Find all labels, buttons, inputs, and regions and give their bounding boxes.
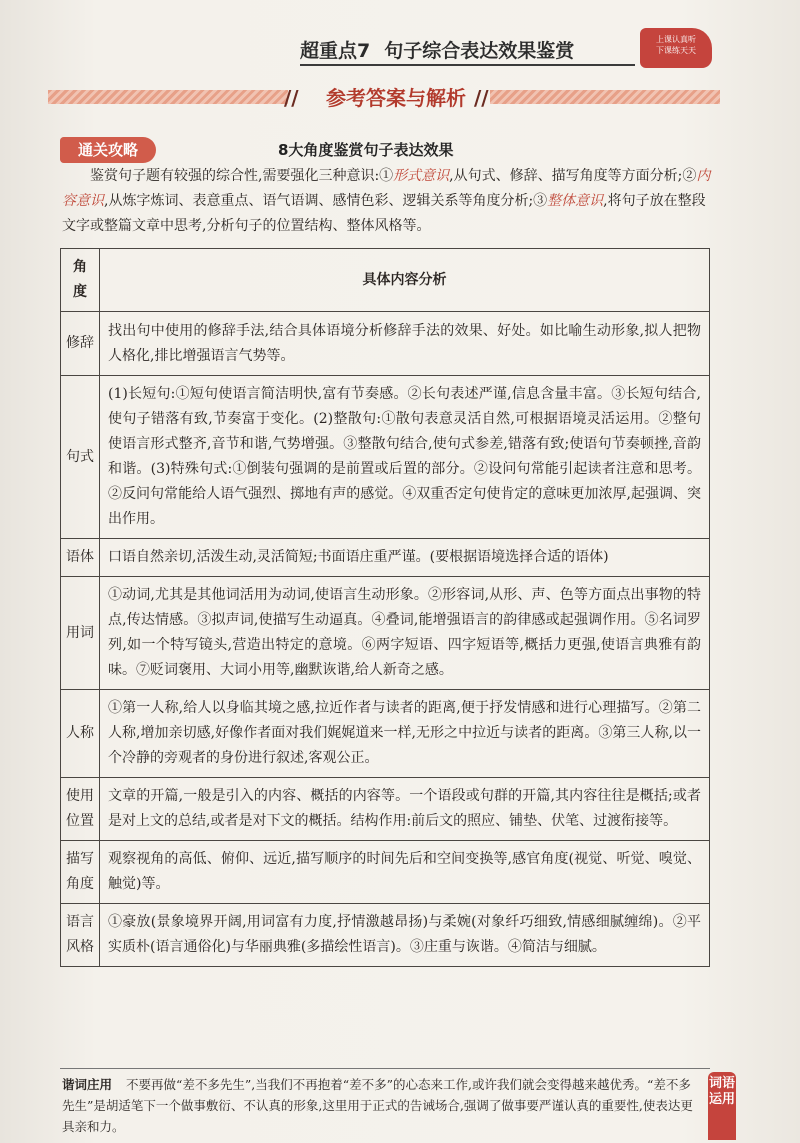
row-label: 人称 — [61, 690, 100, 778]
table-row — [61, 539, 710, 577]
row-label: 语言风格 — [61, 904, 100, 967]
intro-text: ,从炼字炼词、表意重点、语气语调、感情色彩、逻辑关系等角度分析;③ — [104, 193, 548, 209]
footer-title: 谐词庄用 — [62, 1077, 113, 1092]
row-content: 文章的开篇,一般是引入的内容、概括的内容等。一个语段或句群的开篇,其内容往往是概括;或者是对上文的总结,或者是对下文的概括。结构作用:前后文的照应、铺垫、伏笔、过渡衔接等。 — [100, 778, 710, 841]
intro-paragraph — [62, 164, 712, 239]
table-row — [61, 841, 710, 904]
row-content: ①第一人称,给人以身临其境之感,拉近作者与读者的距离,便于抒发情感和进行心理描写。②第二人称,增加亲切感,好像作者面对我们娓娓道来一样,无形之中拉近与读者的距离。③第三人称,以一个冷静的旁观者的身份进行叙述,客观公正。 — [100, 690, 710, 778]
row-content: 找出句中使用的修辞手法,结合具体语境分析修辞手法的效果、好处。如比喻生动形象,拟人把物人格化,排比增强语言气势等。 — [100, 312, 710, 376]
row-label: 句式 — [61, 376, 100, 539]
intro-text: 鉴赏句子题有较强的综合性,需要强化三种意识:① — [90, 168, 394, 184]
badge-line-1: 上课认真听 — [656, 35, 696, 44]
banner-title: 参考答案与解析 — [326, 86, 466, 110]
table-row — [61, 778, 710, 841]
table-row — [61, 376, 710, 539]
table-header-row — [61, 249, 710, 312]
column-header: 角度 — [61, 249, 100, 312]
answer-banner — [48, 84, 720, 112]
side-tab: 词语运用 — [708, 1072, 736, 1140]
row-content: ①豪放(景象境界开阔,用词富有力度,抒情激越昂扬)与柔婉(对象纤巧细致,情感细腻缠绵)。②平实质朴(语言通俗化)与华丽典雅(多描绘性语言)。③庄重与诙谐。④简洁与细腻。 — [100, 904, 710, 967]
section-title: 句子综合表达效果鉴赏 — [384, 39, 575, 62]
table-row — [61, 904, 710, 967]
table-row — [61, 577, 710, 690]
row-label: 用词 — [61, 577, 100, 690]
row-content: 观察视角的高低、俯仰、远近,描写顺序的时间先后和空间变换等,感官角度(视觉、听觉、嗅觉、触觉)等。 — [100, 841, 710, 904]
intro-text: ,将句子放在整段文字或整篇文章中思考,分析句子的位置结构、整体风格等。 — [62, 193, 706, 234]
row-label: 使用位置 — [61, 778, 100, 841]
row-label: 修辞 — [61, 312, 100, 376]
analysis-table — [60, 248, 710, 967]
highlight-term: 形式意识 — [393, 168, 450, 184]
table-row — [61, 312, 710, 376]
slash-decoration-icon: // — [284, 86, 299, 110]
strategy-tag: 通关攻略 — [60, 137, 156, 163]
page-header — [0, 0, 800, 72]
table-row — [61, 690, 710, 778]
column-header: 具体内容分析 — [100, 249, 710, 312]
highlight-term: 内容意识 — [62, 168, 711, 209]
row-content: ①动词,尤其是其他词活用为动词,使语言生动形象。②形容词,从形、声、色等方面点出事物的特点,传达情感。③拟声词,使描写生动逼真。④叠词,能增强语言的韵律感或起强调作用。⑤名词罗列,如一个特写镜头,营造出特定的意境。⑥两字短语、四字短语等,概括力更强,使语言典雅有韵味。⑦贬词褒用、大词小用等,幽默诙谐,给人新奇之感。 — [100, 577, 710, 690]
row-content: (1)长短句:①短句使语言简洁明快,富有节奏感。②长句表述严谨,信息含量丰富。③长短句结合,使句子错落有致,节奏富于变化。(2)整散句:①散句表意灵活自然,可根据语境灵活运用。②整句使语言形式整齐,音节和谐,气势增强。③整散句结合,使句式参差,错落有致;使语句节奏顿挫,音韵和谐。(3)特殊句式:①倒装句强调的是前置或后置的部分。②设问句常能引起读者注意和思考。②反问句常能给人语气强烈、掷地有声的感觉。④双重否定句使肯定的意味更加浓厚,起强调、突出作用。 — [100, 376, 710, 539]
banner-stripe-left — [48, 90, 288, 104]
corner-badge — [640, 28, 712, 68]
banner-stripe-right — [490, 90, 720, 104]
footer-text: 不要再做“差不多先生”,当我们不再抱着“差不多”的心态来工作,或许我们就会变得越来越优秀。“差不多先生”是胡适笔下一个做事敷衍、不认真的形象,这里用于正式的告诫场合,强调了做事要严谨认真的重要性,使表达更具亲和力。 — [62, 1077, 693, 1134]
section-label: 超重点7 — [300, 39, 371, 62]
intro-text: ,从句式、修辞、描写角度等方面分析;② — [449, 168, 697, 184]
footer-note — [62, 1074, 702, 1137]
row-content: 口语自然亲切,活泼生动,灵活简短;书面语庄重严谨。(要根据语境选择合适的语体) — [100, 539, 710, 577]
row-label: 描写角度 — [61, 841, 100, 904]
badge-line-2: 下课练天天 — [656, 46, 696, 55]
header-divider — [300, 64, 635, 66]
highlight-term: 整体意识 — [547, 193, 604, 209]
footer-divider — [60, 1068, 710, 1069]
slash-decoration-icon: // — [474, 86, 489, 110]
page-title — [300, 34, 630, 64]
section-subtitle: 8大角度鉴赏句子表达效果 — [278, 141, 454, 159]
row-label: 语体 — [61, 539, 100, 577]
